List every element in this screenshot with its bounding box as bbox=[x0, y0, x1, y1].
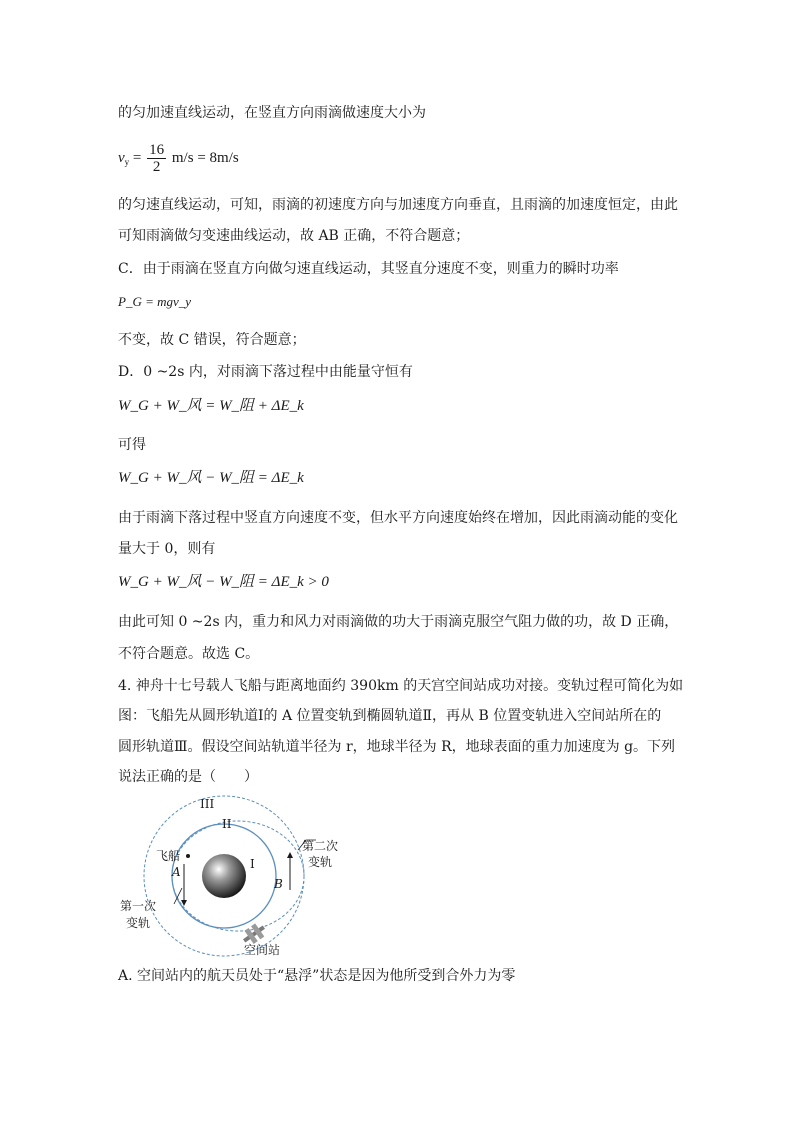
label-point-a: A bbox=[172, 865, 181, 879]
paragraph-11: 不符合题意。故选 C。 bbox=[118, 646, 260, 662]
question-4-line-4: 说法正确的是（ ） bbox=[118, 769, 258, 785]
question-4-line-1: 4. 神舟十七号载人飞船与距离地面约 390km 的天宫空间站成功对接。变轨过程可简化为如 bbox=[118, 678, 684, 694]
vy-numerator: 16 bbox=[149, 142, 165, 159]
vy-fraction bbox=[147, 142, 166, 175]
earth bbox=[202, 854, 246, 898]
paragraph-6: D．0 ~2s 内，对雨滴下落过程中由能量守恒有 bbox=[118, 364, 413, 380]
ship-dot bbox=[186, 854, 190, 858]
equation-energy-3: W_G + W_风 − W_阻 = ΔE_k > 0 bbox=[118, 574, 329, 590]
orbit-diagram bbox=[116, 792, 356, 960]
question-4-line-3: 圆形轨道Ⅲ。假设空间站轨道半径为 r，地球半径为 R，地球表面的重力加速度为 g。下列 bbox=[118, 739, 676, 755]
equation-vy: $v_y$ = $\frac{16}{2}$ m/s = 8m/s bbox=[118, 142, 239, 176]
paragraph-10: 由此可知 0 ~2s 内，重力和风力对雨滴做的功大于雨滴克服空气阻力做的功，故 D 正确， bbox=[118, 614, 679, 630]
paragraph-1: 的匀加速直线运动，在竖直方向雨滴做速度大小为 bbox=[118, 105, 426, 121]
arrow-b-head bbox=[287, 852, 293, 858]
arrow-a-head bbox=[181, 900, 187, 906]
paragraph-2: 的匀速直线运动，可知，雨滴的初速度方向与加速度方向垂直，且雨滴的加速度恒定，由此 bbox=[118, 197, 678, 213]
equation-power: P_G = mgv_y bbox=[118, 294, 192, 309]
paragraph-8: 由于雨滴下落过程中竖直方向速度不变，但水平方向速度始终在增加，因此雨滴动能的变化 bbox=[118, 510, 678, 526]
paragraph-5: 不变，故 C 错误，符合题意； bbox=[118, 332, 306, 348]
label-first-change-1: 第一次 bbox=[120, 899, 157, 913]
label-orbit-iii: III bbox=[200, 797, 215, 811]
label-second-change-2: 变轨 bbox=[308, 855, 333, 869]
equation-energy-1: W_G + W_风 = W_阻 + ΔE_k bbox=[118, 398, 304, 414]
vy-denominator: 2 bbox=[152, 159, 161, 176]
label-ship: 飞船 bbox=[156, 849, 181, 863]
label-second-change-1: 第二次 bbox=[302, 839, 339, 853]
option-a: A. 空间站内的航天员处于“悬浮”状态是因为他所受到合外力为零 bbox=[118, 968, 516, 984]
equation-energy-2: W_G + W_风 − W_阻 = ΔE_k bbox=[118, 470, 304, 486]
label-first-change-2: 变轨 bbox=[126, 916, 151, 930]
paragraph-7: 可得 bbox=[118, 437, 146, 453]
paragraph-4: C．由于雨滴在竖直方向做匀速直线运动，其竖直分速度不变，则重力的瞬时功率 bbox=[118, 261, 619, 277]
label-point-b: B bbox=[274, 877, 283, 891]
label-orbit-ii: II bbox=[222, 817, 232, 831]
vy-symbol: $v_y$ bbox=[118, 150, 130, 167]
label-orbit-i: I bbox=[250, 857, 255, 871]
vy-result: m/s = 8m/s bbox=[171, 150, 239, 166]
label-station: 空间站 bbox=[244, 943, 281, 957]
question-4-line-2: 图：飞船先从圆形轨道Ⅰ的 A 位置变轨到椭圆轨道Ⅱ，再从 B 位置变轨进入空间站所在的 bbox=[118, 708, 662, 724]
paragraph-9: 量大于 0，则有 bbox=[118, 541, 216, 557]
paragraph-3: 可知雨滴做匀变速曲线运动，故 AB 正确，不符合题意； bbox=[118, 228, 470, 244]
